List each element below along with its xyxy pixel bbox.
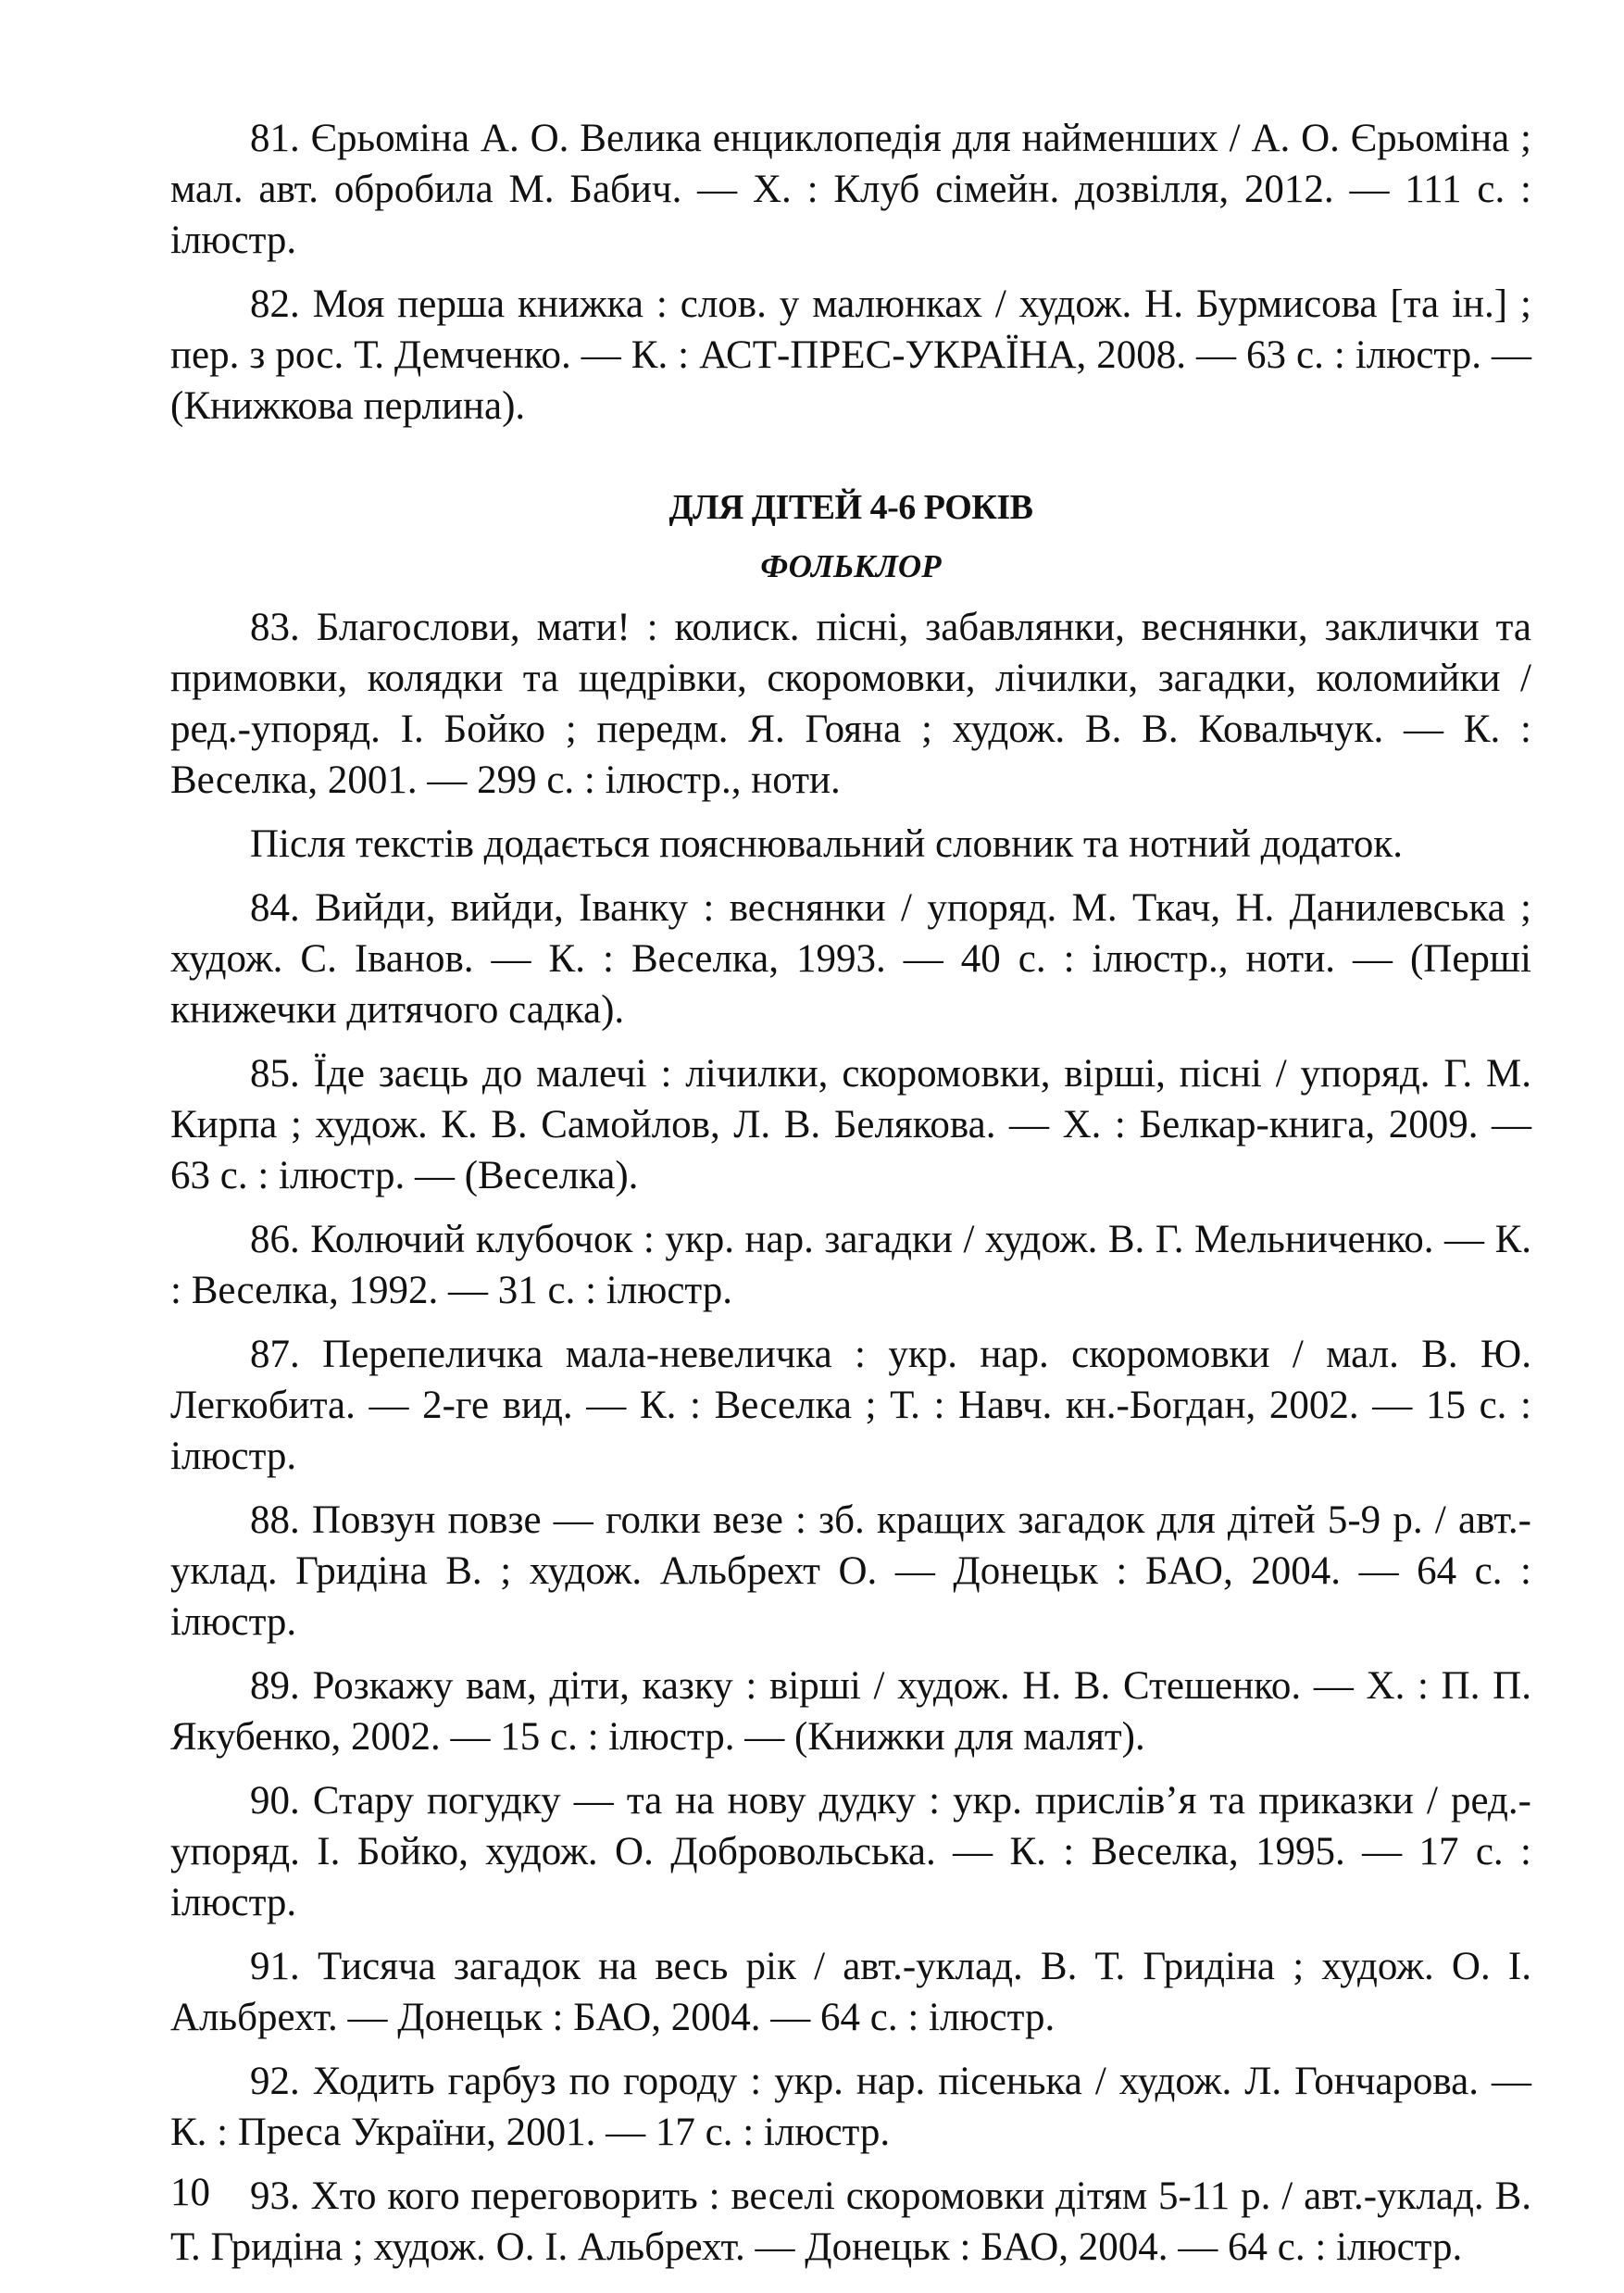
subsection-heading: ФОЛЬКЛОР bbox=[760, 548, 942, 584]
bibliography-entry-86: 86. Колючий клубочок : укр. нар. загадки / худож. В. Г. Мельниченко. — К. : Веселка, 1992. — 31 с. : ілюстр. bbox=[170, 1218, 1531, 1312]
bibliography-entry-87: 87. Перепеличка мала-невеличка : укр. нар. скоромовки / мал. В. Ю. Легкобита. — 2-ге вид. — К. : Веселка ; Т. : Навч. кн.-Богдан, 2002. — 15 с. : ілюстр. bbox=[170, 1333, 1531, 1478]
bibliography-entry-91: 91. Тисяча загадок на весь рік / авт.-уклад. В. Т. Гридіна ; худож. О. І. Альбрехт. — Донецьк : БАО, 2004. — 64 с. : ілюстр. bbox=[170, 1945, 1531, 2039]
bibliography-entry-81: 81. Єрьоміна А. О. Велика енциклопедія для найменших / А. О. Єрьоміна ; мал. авт. обробила М. Бабич. — Х. : Клуб сімейн. дозвілля, 2012. — 111 с. : ілюстр. bbox=[170, 117, 1531, 262]
bibliography-entry-93: 93. Хто кого переговорить : веселі скоромовки дітям 5-11 р. / авт.-уклад. В. Т. Гридіна ; худож. О. І. Альбрехт. — Донецьк : БАО, 2004. — 64 с. : ілюстр. bbox=[170, 2174, 1531, 2269]
bibliography-entry-90: 90. Стару погудку — та на нову дудку : укр. прислів’я та приказки / ред.-упоряд. І. Бойко, худож. О. Добровольська. — К. : Веселка, 1995. — 17 с. : ілюстр. bbox=[170, 1779, 1531, 1924]
bibliography-entry-82: 82. Моя перша книжка : слов. у малюнках / худож. Н. Бурмисова [та ін.] ; пер. з рос. Т. Демченко. — К. : АСТ-ПРЕС-УКРАЇНА, 2008. — 63 с. : ілюстр. — (Книжкова перлина). bbox=[170, 282, 1531, 428]
section-heading: ДЛЯ ДІТЕЙ 4-6 РОКІВ bbox=[668, 488, 1033, 527]
bibliography-entry-92: 92. Ходить гарбуз по городу : укр. нар. пісенька / худож. Л. Гончарова. — К. : Преса України, 2001. — 17 с. : ілюстр. bbox=[170, 2060, 1531, 2154]
bibliography-entry-83: 83. Благослови, мати! : колиск. пісні, забавлянки, веснянки, заклички та примовки, колядки та щедрівки, скоромовки, лічилки, загадки, коломийки / ред.-упоряд. І. Бойко ; передм. Я. Гояна ; худож. В. В. Ковальчук. — К. : Веселка, 2001. — 299 с. : ілюстр., ноти. bbox=[170, 606, 1531, 802]
bibliography-entry-89: 89. Розкажу вам, діти, казку : вірші / худож. Н. В. Стешенко. — Х. : П. П. Якубенко, 2002. — 15 с. : ілюстр. — (Книжки для малят). bbox=[170, 1664, 1531, 1759]
bibliography-entry-84: 84. Вийди, вийди, Іванку : веснянки / упоряд. М. Ткач, Н. Данилевська ; худож. С. Іванов. — К. : Веселка, 1993. — 40 с. : ілюстр., ноти. — (Перші книжечки дитячого садка). bbox=[170, 886, 1531, 1032]
entry-annotation: Після текстів додається пояснювальний словник та нотний додаток. bbox=[250, 822, 1404, 866]
bibliography-entry-88: 88. Повзун повзе — голки везе : зб. кращих загадок для дітей 5-9 р. / авт.-уклад. Гридіна В. ; худож. Альбрехт О. — Донецьк : БАО, 2004. — 64 с. : ілюстр. bbox=[170, 1498, 1531, 1644]
page-body bbox=[170, 113, 1531, 2286]
page-number: 10 bbox=[170, 2171, 210, 2214]
bibliography-entry-85: 85. Їде заєць до малечі : лічилки, скоромовки, вірші, пісні / упоряд. Г. М. Кирпа ; худож. К. В. Самойлов, Л. В. Белякова. — Х. : Белкар-книга, 2009. — 63 с. : ілюстр. — (Веселка). bbox=[170, 1052, 1531, 1197]
